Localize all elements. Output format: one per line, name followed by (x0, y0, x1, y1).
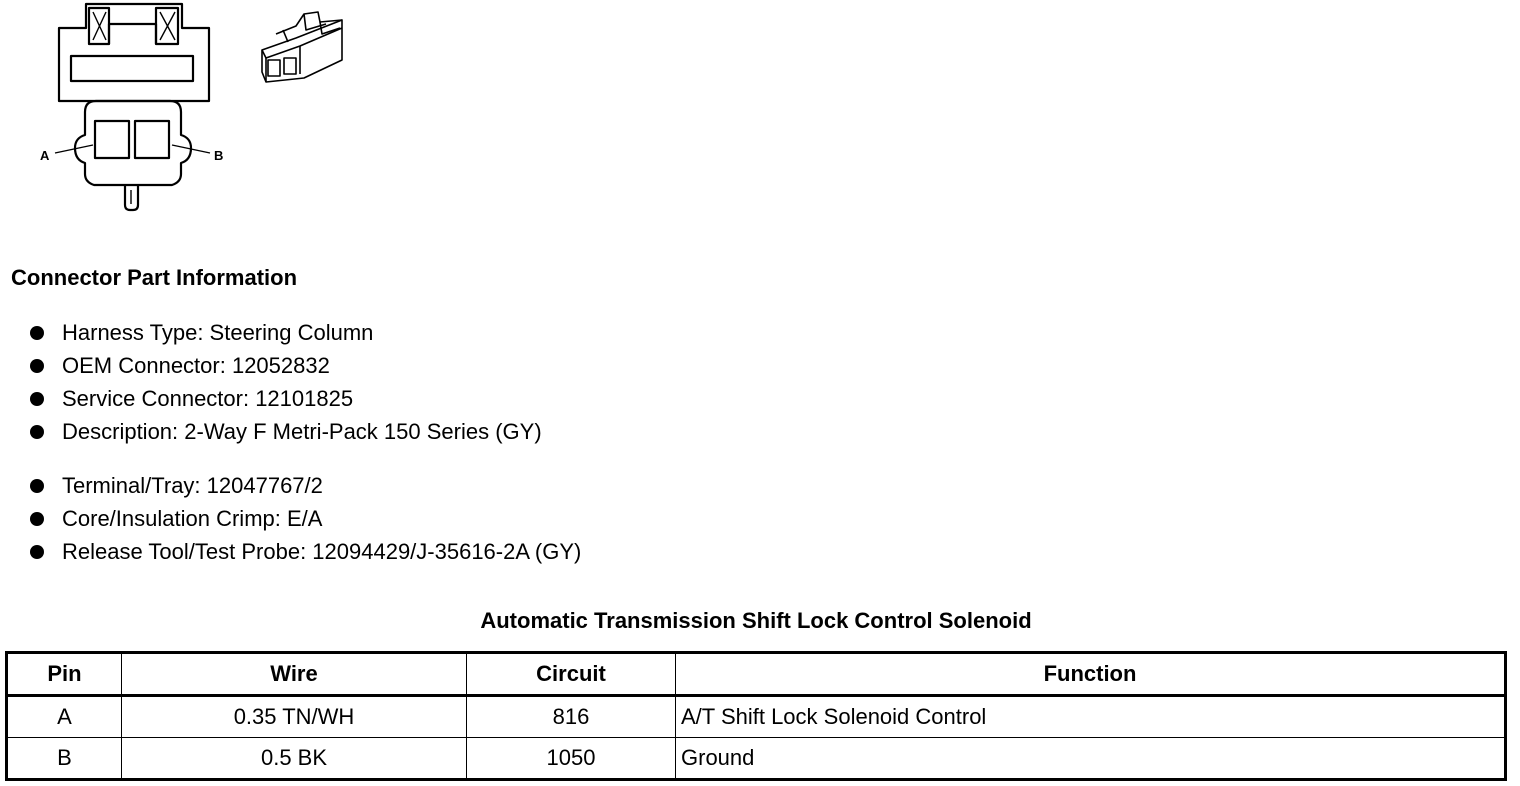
list-item-text: Terminal/Tray: 12047767/2 (62, 473, 323, 498)
bullet-icon (30, 326, 44, 340)
cell-pin: A (7, 696, 122, 738)
connector-face-view (0, 0, 400, 230)
table-title: Automatic Transmission Shift Lock Control Solenoid (480, 608, 1032, 633)
bullet-icon (30, 392, 44, 406)
header-circuit: Circuit (467, 653, 676, 696)
list-item-text: Harness Type: Steering Column (62, 320, 374, 345)
pin-b-label: B (214, 148, 224, 163)
part-info-list (28, 318, 581, 570)
cell-circuit: 816 (467, 696, 676, 738)
table-row (7, 696, 1506, 738)
header-function: Function (676, 653, 1506, 696)
bullet-icon (30, 359, 44, 373)
cell-wire: 0.5 BK (122, 738, 467, 780)
list-item (28, 537, 581, 570)
cell-function: A/T Shift Lock Solenoid Control (676, 696, 1506, 738)
connector-diagram (0, 0, 400, 230)
cell-pin: B (7, 738, 122, 780)
section-title: Connector Part Information (11, 265, 298, 290)
bullet-icon (30, 479, 44, 493)
cell-circuit: 1050 (467, 738, 676, 780)
list-item-text: Description: 2-Way F Metri-Pack 150 Series (GY) (62, 419, 542, 444)
cell-function: Ground (676, 738, 1506, 780)
list-item (28, 471, 581, 504)
bullet-icon (30, 512, 44, 526)
table-row (7, 738, 1506, 780)
list-item-text: OEM Connector: 12052832 (62, 353, 330, 378)
list-item-text: Service Connector: 12101825 (62, 386, 354, 411)
connector-isometric-view (262, 12, 342, 82)
list-item (28, 351, 581, 384)
list-item-text: Release Tool/Test Probe: 12094429/J-35616-2A (GY) (62, 539, 582, 564)
list-item-text: Core/Insulation Crimp: E/A (62, 506, 323, 531)
pin-table (5, 651, 1507, 781)
list-item (28, 384, 581, 417)
cell-wire: 0.35 TN/WH (122, 696, 467, 738)
list-item (28, 504, 581, 537)
header-wire: Wire (122, 653, 467, 696)
pin-a-label: A (40, 148, 50, 163)
header-pin: Pin (7, 653, 122, 696)
bullet-icon (30, 425, 44, 439)
list-item (28, 417, 581, 450)
bullet-icon (30, 545, 44, 559)
table-header-row (7, 653, 1506, 696)
list-item (28, 318, 581, 351)
